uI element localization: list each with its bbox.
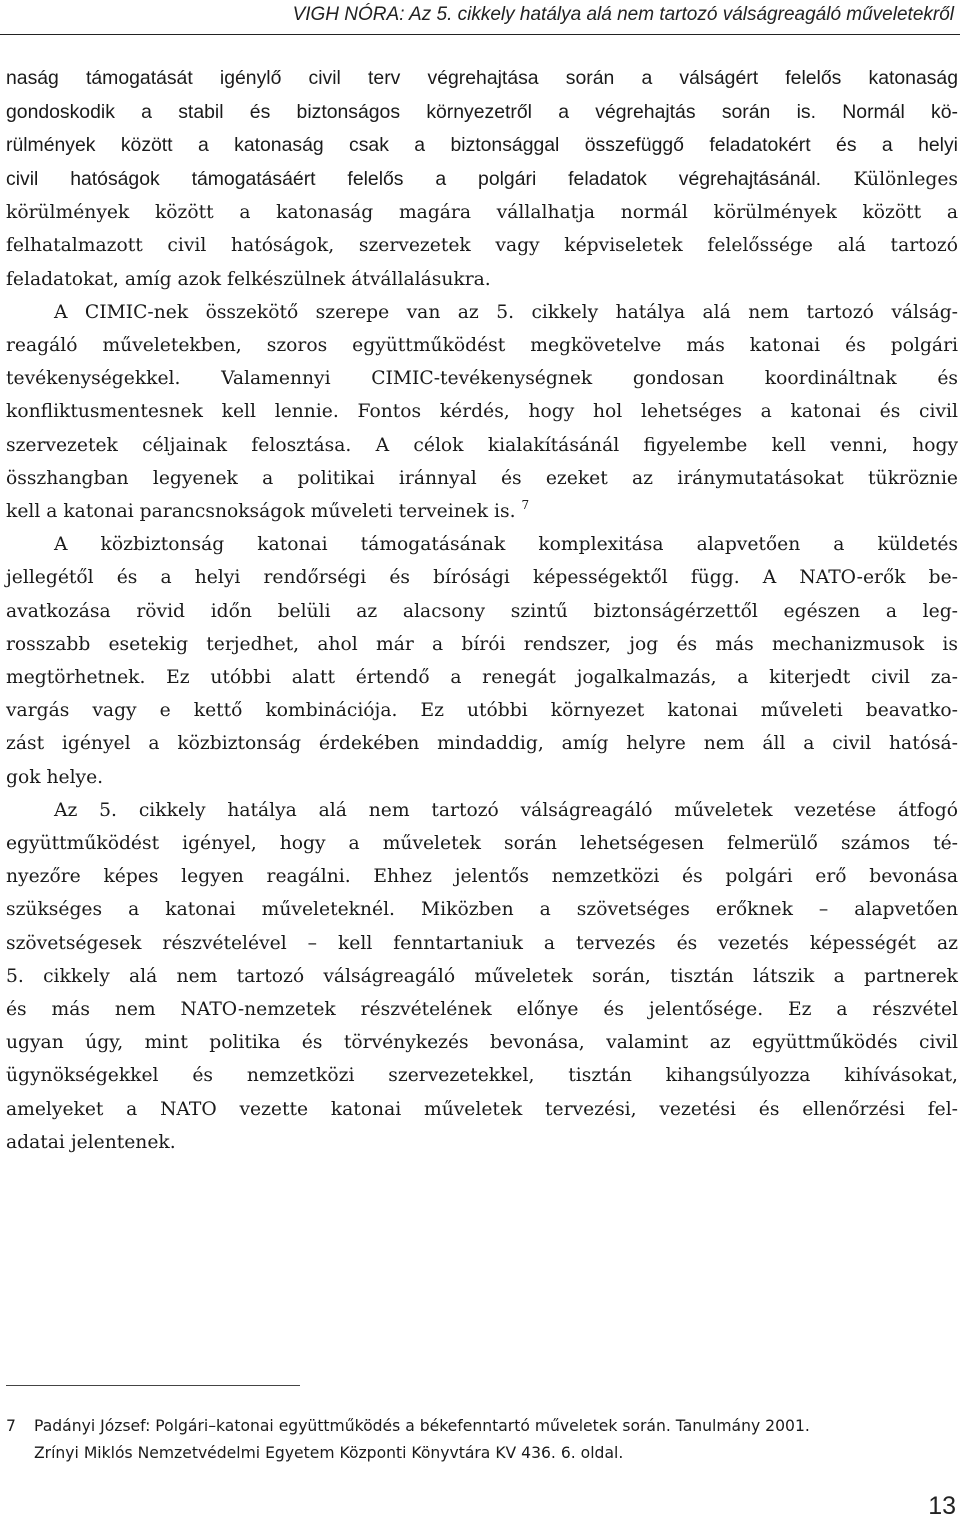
text-line: jellegétől és a helyi rendőrségi és bírósági képességektől függ. A NATO-erők be- [6,567,958,589]
text-line [6,495,958,528]
text-line: ugyan úgy, mint politika és törvénykezés bevonása, valamint az együttműködés civil [6,1032,958,1054]
text-line: feladatokat, amíg azok felkészülnek átvállalásukra. [6,268,491,290]
text-line: szövetségesek részvételével – kell fenntartaniuk a tervezés és vezetés képességét az [6,932,958,954]
text-line: tevékenységekkel. Valamennyi CIMIC-tevékenységnek gondosan koordináltnak és [6,368,958,390]
footnote-line: Zrínyi Miklós Nemzetvédelmi Egyetem Központi Könyvtára KV 436. 6. oldal. [34,1444,624,1462]
text-line: szükséges a katonai műveleteknél. Miközben a szövetséges erőknek – alapvetően [6,899,958,921]
running-title: VIGH NÓRA: Az 5. cikkely hatálya alá nem tartozó válságreagáló műveletekről [292,4,954,25]
footnote-line: Padányi József: Polgári–katonai együttműködés a békefenntartó műveletek során. Tanulmány 2001. [34,1417,810,1435]
footnote-text [34,1413,958,1467]
text-line: reagáló műveletekben, szoros együttműködést megkövetelve más katonai és polgári [6,335,958,357]
footnote-number: 7 [6,1417,16,1435]
paragraph-first-line: A közbiztonság katonai támogatásának komplexitása alapvetően a küldetés [54,534,958,556]
text-line: konfliktusmentesnek kell lennie. Fontos kérdés, hogy hol lehetséges a katonai és civil [6,401,958,423]
footnote-divider [6,1385,300,1386]
text-line: körülmények között a katonaság magára vállalhatja normál körülmények között a [6,202,958,224]
page-number: 13 [928,1492,956,1520]
text-line: gok helye. [6,766,104,788]
footnote [6,1413,958,1467]
text-segment: civil hatóságok támogatásáért felelős a polgári feladatok végrehajtásánál. [6,168,822,190]
text-line: rülmények között a katonaság csak a biztonsággal összefüggő feladatokért és a helyi [6,134,958,156]
text-line: együttműködést igényel, hogy a műveletek során lehetségesen felmerülő számos té- [6,833,958,855]
text-line: adatai jelentenek. [6,1131,176,1153]
paragraph-first-line: Az 5. cikkely hatálya alá nem tartozó válságreagáló műveletek vezetése átfogó [54,799,958,821]
text-line: szervezetek céljainak felosztása. A célok kialakításánál figyelembe kell venni, hogy [6,434,958,456]
text-line: megtörhetnek. Ez utóbbi alatt értendő a renegát jogalkalmazás, a kiterjedt civil za- [6,667,958,689]
text-line: naság támogatását igénylő civil terv végrehajtása során a válságért felelős katonaság [6,67,958,89]
text-segment: Különleges [821,169,958,190]
text-segment: kell a katonai parancsnokságok műveleti terveinek is. [6,501,516,523]
text-line: nyezőre képes legyen reagálni. Ehhez jelentős nemzetközi és polgári erő bevonása [6,866,958,888]
text-line: ügynökségekkel és nemzetközi szervezetekkel, tisztán kihangsúlyozza kihívásokat, [6,1065,958,1087]
opening-lines [6,62,958,163]
text-line: amelyeket a NATO vezette katonai műveletek tervezési, vezetési és ellenőrzési fel- [6,1098,958,1120]
paragraph-first-line: A CIMIC-nek összekötő szerepe van az 5. cikkely hatálya alá nem tartozó válság- [54,301,958,323]
text-line: avatkozása rövid időn belüli az alacsony szintű biztonságérzettől egészen a leg- [6,600,958,622]
text-line: összhangban legyenek a politikai iránnyal és ezeket az iránymutatásokat tükröznie [6,467,958,489]
text-line: zást igényel a közbiztonság érdekében mindaddig, amíg helyre nem áll a civil hatósá- [6,733,958,755]
main-text [6,163,958,1159]
text-line [6,163,958,196]
text-line: és más nem NATO-nemzetek részvételének előnye és jelentősége. Ez a részvétel [6,999,958,1021]
running-header [0,0,960,36]
text-line: rosszabb esetekig terjedhet, ahol már a bírói rendszer, jog és más mechanizmusok is [6,633,958,655]
footnote-reference[interactable]: 7 [521,498,530,513]
text-line: felhatalmazott civil hatóságok, szervezetek vagy képviseletek felelőssége alá tartozó [6,235,958,257]
header-rule [0,34,960,35]
text-line: 5. cikkely alá nem tartozó válságreagáló műveletek során, tisztán látszik a partnerek [6,965,958,987]
text-line: vargás vagy e kettő kombinációja. Ez utóbbi környezet katonai műveleti beavatko- [6,700,958,722]
text-line: gondoskodik a stabil és biztonságos környezetről a végrehajtás során is. Normál kö- [6,100,958,123]
